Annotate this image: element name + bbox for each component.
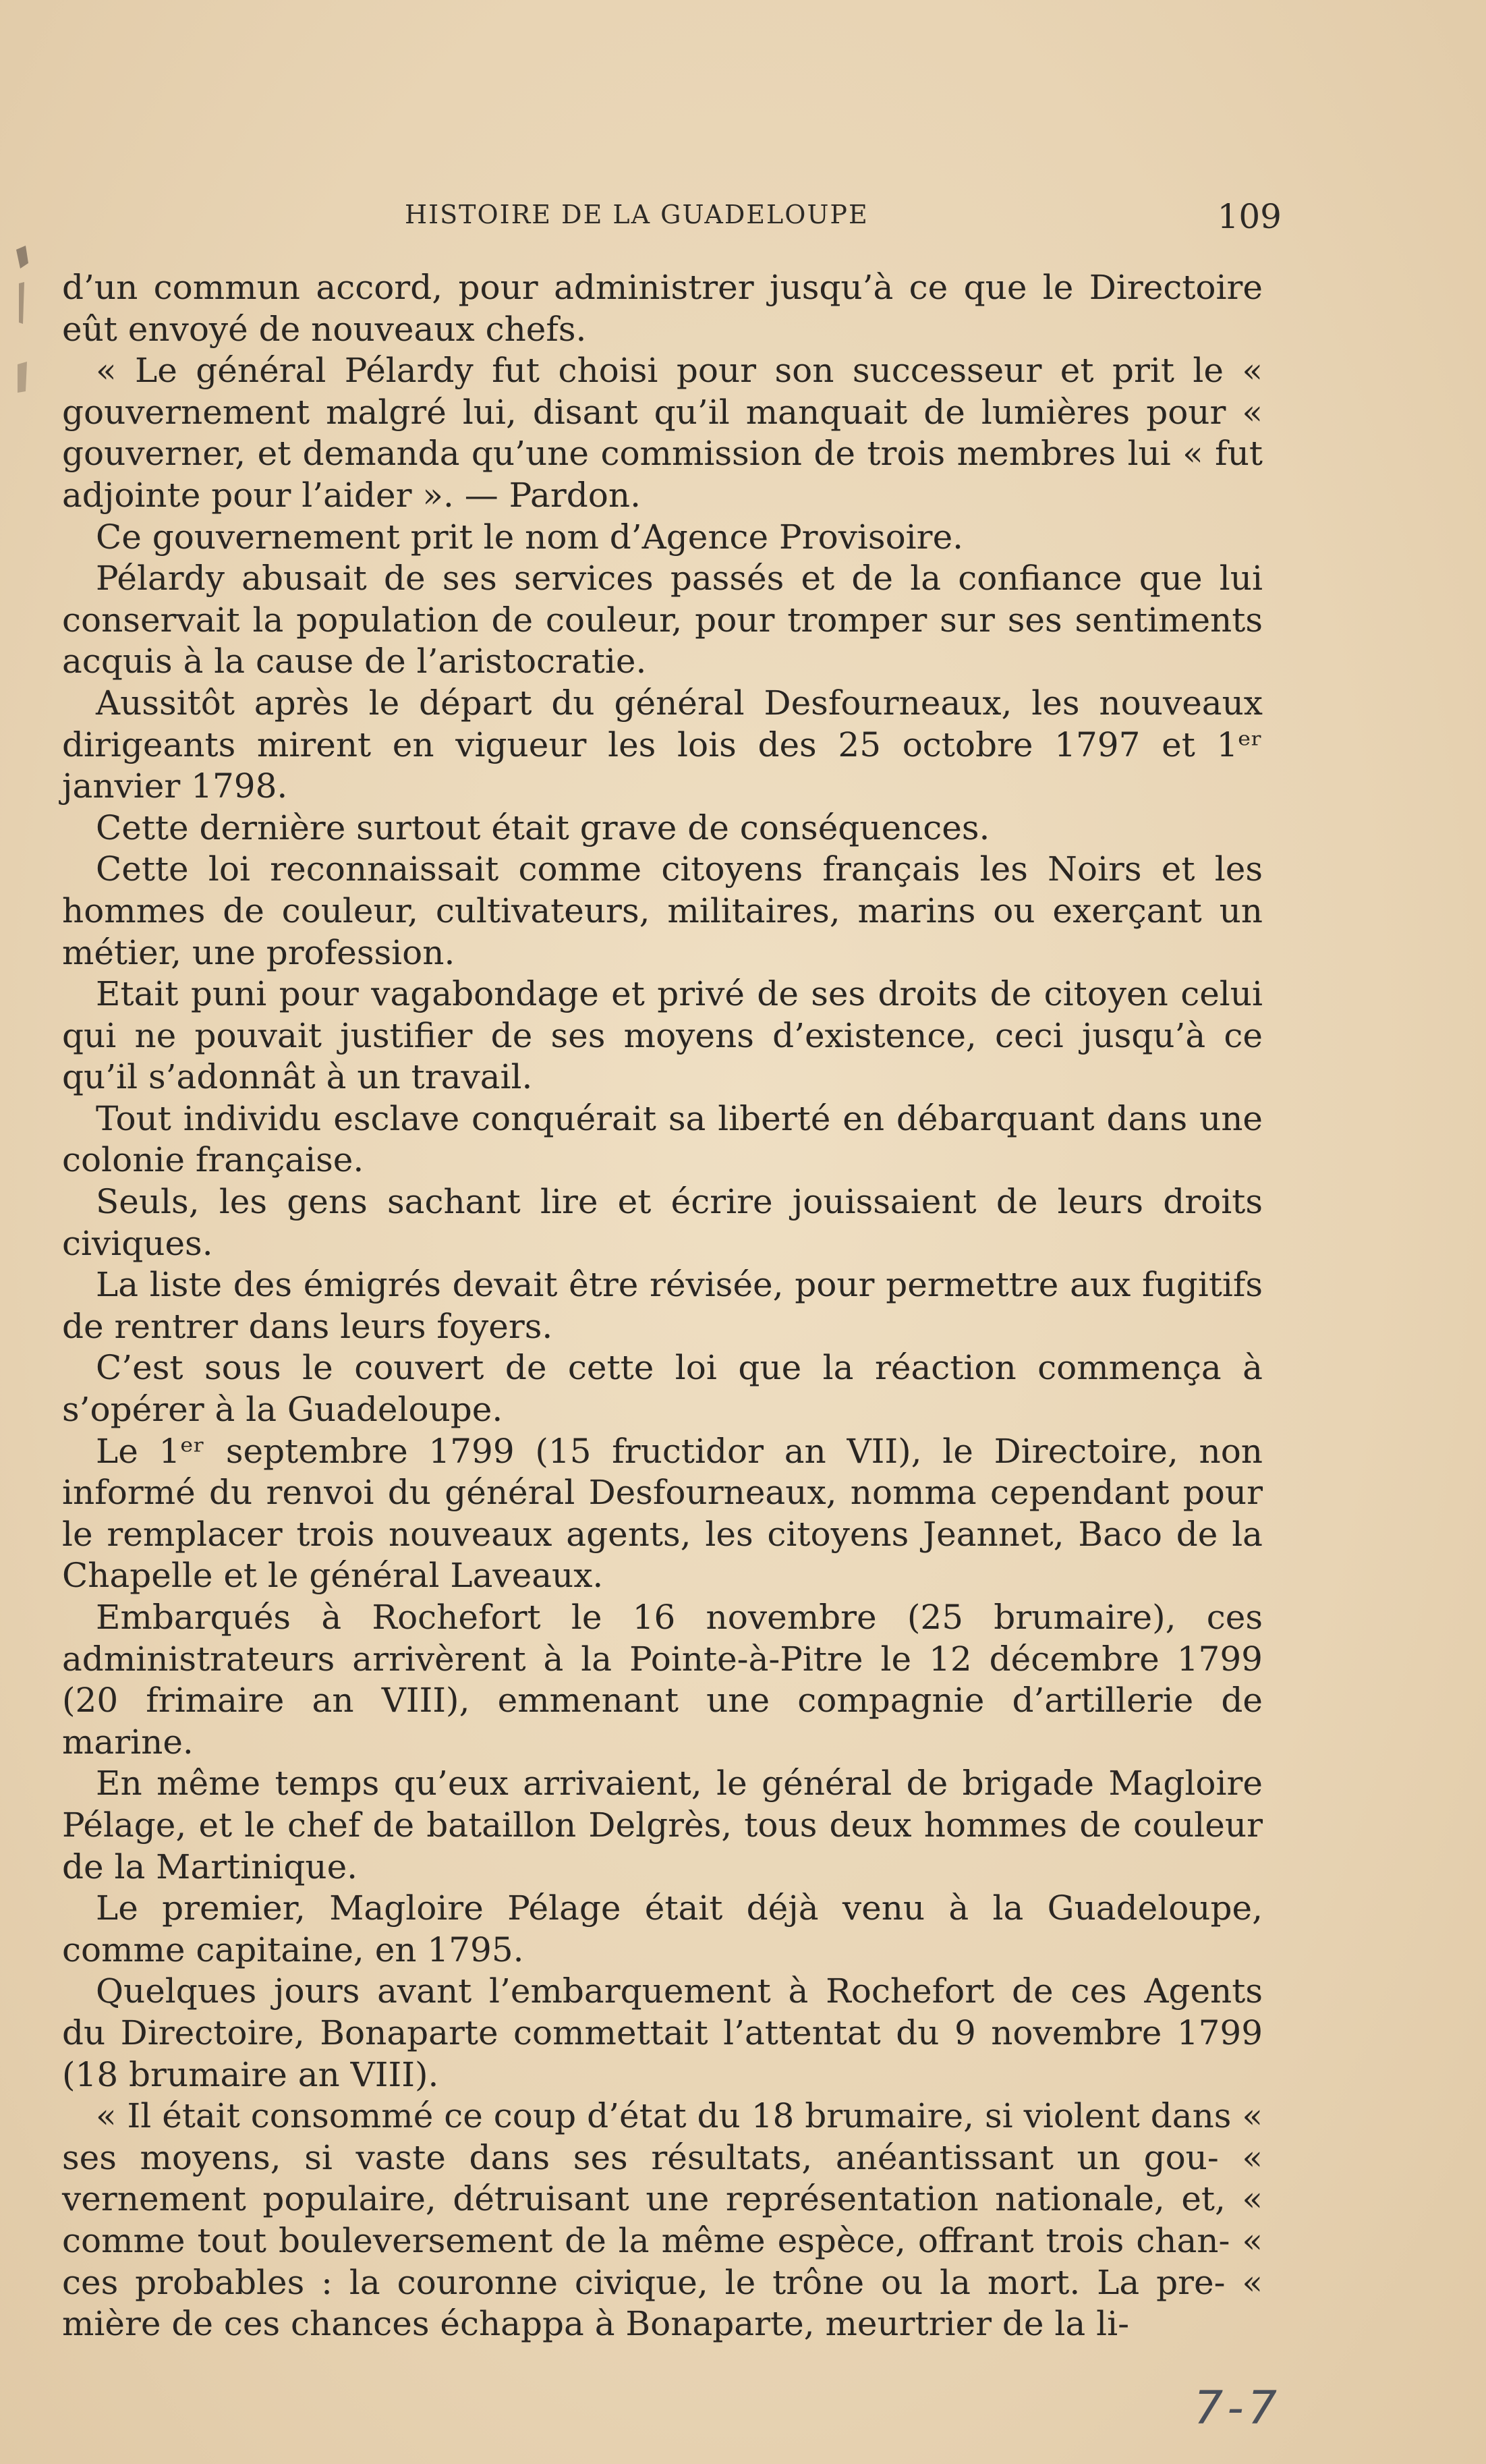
page-number: 109 <box>1217 197 1282 236</box>
paragraph: Pélardy abusait de ses services passés et de la confiance que lui conservait la population de couleur, pour tromper sur ses sentiments acquis à la cause de l’aristocratie. <box>62 559 1263 681</box>
paragraph: d’un commun accord, pour administrer jusqu’à ce que le Directoire eût envoyé de nouveaux chefs. <box>62 268 1263 349</box>
paragraph: Le 1ᵉʳ septembre 1799 (15 fructidor an VII), le Directoire, non informé du renvoi du général Desfourneaux, nomma cependant pour le remplacer trois nouveaux agents, les citoyens Jeannet, Baco de la Chapelle et le général Laveaux. <box>62 1431 1263 1596</box>
paragraph: Seuls, les gens sachant lire et écrire jouissaient de leurs droits civiques. <box>62 1182 1263 1263</box>
margin-mark <box>12 243 34 398</box>
body-text <box>62 267 1263 2345</box>
handwritten-note: 7-7 <box>1194 2382 1282 2435</box>
paragraph: Cette dernière surtout était grave de conséquences. <box>96 808 990 847</box>
running-header <box>405 197 1282 240</box>
paragraph: Embarqués à Rochefort le 16 novembre (25 brumaire), ces administrateurs arrivèrent à la Pointe-à-Pitre le 12 décembre 1799 (20 frimaire an VIII), emmenant une compagnie d’artillerie de marine. <box>62 1598 1263 1762</box>
paragraph: Tout individu esclave conquérait sa liberté en débarquant dans une colonie française. <box>62 1098 1263 1180</box>
paragraph: Etait puni pour vagabondage et privé de ses droits de citoyen celui qui ne pouvait justifier de ses moyens d’existence, ceci jusqu’à ce qu’il s’adonnât à un travail. <box>62 974 1263 1097</box>
paragraph: « Le général Pélardy fut choisi pour son successeur et prit le « gouvernement malgré lui, disant qu’il manquait de lumières pour « gouverner, et demanda qu’une commission de trois membres lui « fut adjointe pour l’aider ». — Pardon. <box>62 351 1263 515</box>
paragraph: Aussitôt après le départ du général Desfourneaux, les nouveaux dirigeants mirent en vigueur les lois des 25 octobre 1797 et 1ᵉʳ janvier 1798. <box>62 683 1263 806</box>
paragraph: La liste des émigrés devait être révisée, pour permettre aux fugitifs de rentrer dans leurs foyers. <box>62 1265 1263 1346</box>
paragraph: Cette loi reconnaissait comme citoyens français les Noirs et les hommes de couleur, cultivateurs, militaires, marins ou exerçant un métier, une profession. <box>62 849 1263 972</box>
paragraph: Le premier, Magloire Pélage était déjà venu à la Guadeloupe, comme capitaine, en 1795. <box>62 1888 1263 1969</box>
header-title: HISTOIRE DE LA GUADELOUPE <box>405 200 869 229</box>
paragraph: Quelques jours avant l’embarquement à Rochefort de ces Agents du Directoire, Bonaparte commettait l’attentat du 9 novembre 1799 (18 brumaire an VIII). <box>62 1971 1263 2094</box>
paragraph: En même temps qu’eux arrivaient, le général de brigade Magloire Pélage, et le chef de bataillon Delgrès, tous deux hommes de couleur de la Martinique. <box>62 1764 1263 1886</box>
paragraph: « Il était consommé ce coup d’état du 18 brumaire, si violent dans « ses moyens, si vaste dans ses résultats, anéantissant un gou- « vernement populaire, détruisant une représentation nationale, et, « comme tout bouleversement de la même espèce, offrant trois chan- « ces probables : la couronne civique, le trône ou la mort. La pre- « mière de ces chances échappa à Bonaparte, meurtrier de la li- <box>62 2096 1263 2344</box>
paragraph: C’est sous le couvert de cette loi que la réaction commença à s’opérer à la Guadeloupe. <box>62 1348 1263 1430</box>
paragraph: Ce gouvernement prit le nom d’Agence Provisoire. <box>96 517 964 557</box>
